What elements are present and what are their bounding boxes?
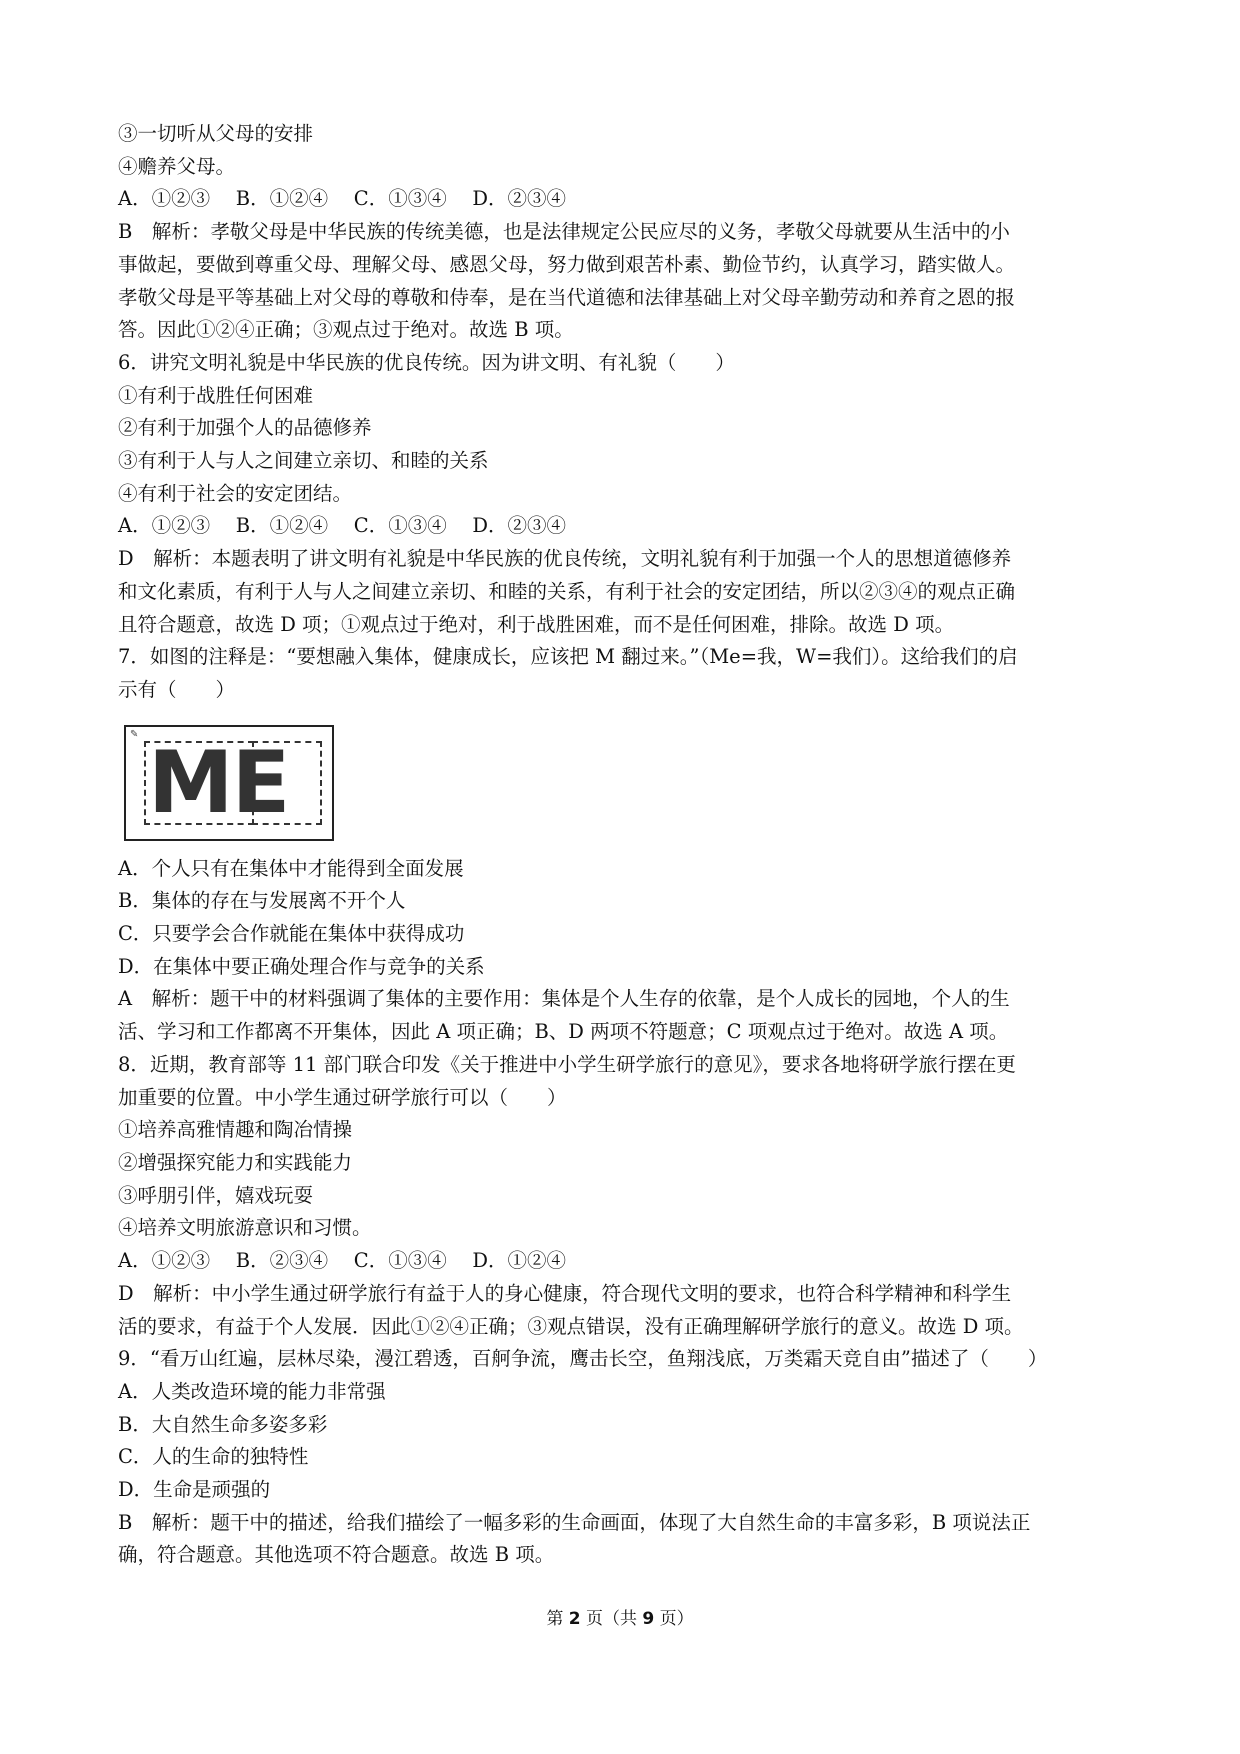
- text-line: ②增强探究能力和实践能力: [118, 1150, 353, 1174]
- me-figure: [124, 725, 334, 841]
- footer-middle: 页（共: [586, 1609, 637, 1629]
- footer-suffix: 页）: [659, 1609, 694, 1629]
- document-body: [118, 118, 1138, 1572]
- text-line: B 解析：孝敬父母是中华民族的传统美德，也是法律规定公民应尽的义务，孝敬父母就要从生活中的小: [118, 220, 1010, 244]
- text-block-1: [118, 118, 1138, 707]
- text-line: ④有利于社会的安定团结。: [118, 481, 353, 505]
- text-line: 孝敬父母是平等基础上对父母的尊敬和侍奉，是在当代道德和法律基础上对父母辛勤劳动和养育之恩的报: [118, 285, 1016, 309]
- text-line: A．①②③ B．②③④ C．①③④ D．①②④: [118, 1249, 567, 1273]
- footer-prefix: 第: [546, 1609, 564, 1629]
- text-line: 事做起，要做到尊重父母、理解父母、感恩父母，努力做到艰苦朴素、勤俭节约，认真学习，踏实做人。: [118, 252, 1016, 276]
- text-line: C．人的生命的独特性: [118, 1445, 309, 1469]
- text-line: A 解析：题干中的材料强调了集体的主要作用：集体是个人生存的依靠，是个人成长的园地，个人的生: [118, 987, 1010, 1011]
- footer-total-pages: 9: [642, 1609, 655, 1629]
- text-line: 和文化素质，有利于人与人之间建立亲切、和睦的关系，有利于社会的安定团结，所以②③④的观点正确: [118, 579, 1016, 603]
- me-word: ME: [148, 732, 289, 833]
- text-line: A．人类改造环境的能力非常强: [118, 1379, 386, 1403]
- text-line: C．只要学会合作就能在集体中获得成功: [118, 922, 465, 946]
- text-line: ②有利于加强个人的品德修养: [118, 416, 372, 440]
- pencil-icon: ✎: [130, 728, 139, 740]
- text-line: D．生命是顽强的: [118, 1478, 271, 1502]
- text-line: ④赡养父母。: [118, 154, 236, 178]
- text-line: ③呼朋引伴，嬉戏玩耍: [118, 1183, 314, 1207]
- text-block-2: [118, 853, 1138, 1572]
- text-line: 6．讲究文明礼貌是中华民族的优良传统。因为讲文明、有礼貌（ ）: [118, 350, 735, 374]
- text-line: 示有（ ）: [118, 677, 236, 701]
- text-line: ③有利于人与人之间建立亲切、和睦的关系: [118, 449, 489, 473]
- text-line: ③一切听从父母的安排: [118, 122, 314, 145]
- text-line: A．个人只有在集体中才能得到全面发展: [118, 856, 464, 880]
- text-line: B 解析：题干中的描述，给我们描绘了一幅多彩的生命画面，体现了大自然生命的丰富多彩，B 项说法正: [118, 1510, 1031, 1534]
- text-line: ①培养高雅情趣和陶冶情操: [118, 1118, 353, 1142]
- text-line: 且符合题意，故选 D 项；①观点过于绝对，利于战胜困难，而不是任何困难，排除。故选 D 项。: [118, 612, 955, 636]
- text-line: A．①②③ B．①②④ C．①③④ D．②③④: [118, 187, 567, 211]
- text-line: 活的要求，有益于个人发展．因此①②④正确；③观点错误，没有正确理解研学旅行的意义。故选 D 项。: [118, 1314, 1024, 1338]
- text-line: ④培养文明旅游意识和习惯。: [118, 1216, 372, 1240]
- text-line: 9．“看万山红遍，层林尽染，漫江碧透，百舸争流，鹰击长空，鱼翔浅底，万类霜天竞自由”描述了（ ）: [118, 1347, 1048, 1371]
- text-line: ①有利于战胜任何困难: [118, 383, 314, 407]
- text-line: 活、学习和工作都离不开集体，因此 A 项正确；B、D 两项不符题意；C 项观点过于绝对。故选 A 项。: [118, 1020, 1009, 1044]
- page-footer: [0, 1604, 1240, 1629]
- text-line: 确，符合题意。其他选项不符合题意。故选 B 项。: [118, 1543, 555, 1567]
- text-line: 8．近期，教育部等 11 部门联合印发《关于推进中小学生研学旅行的意见》，要求各地将研学旅行摆在更: [118, 1052, 1016, 1076]
- text-line: 答。因此①②④正确；③观点过于绝对。故选 B 项。: [118, 318, 574, 342]
- text-line: B．大自然生命多姿多彩: [118, 1412, 328, 1436]
- text-line: D．在集体中要正确处理合作与竞争的关系: [118, 954, 485, 978]
- text-line: 7．如图的注释是：“要想融入集体，健康成长，应该把 M 翻过来。”（Me=我，W=我们）。这给我们的启: [118, 645, 1018, 669]
- text-line: A．①②③ B．①②④ C．①③④ D．②③④: [118, 514, 567, 538]
- text-line: B．集体的存在与发展离不开个人: [118, 889, 406, 913]
- text-line: 加重要的位置。中小学生通过研学旅行可以（ ）: [118, 1085, 567, 1109]
- text-line: D 解析：中小学生通过研学旅行有益于人的身心健康，符合现代文明的要求，也符合科学精神和科学生: [118, 1281, 1012, 1305]
- footer-page-number: 2: [568, 1609, 581, 1629]
- text-line: D 解析：本题表明了讲文明有礼貌是中华民族的优良传统，文明礼貌有利于加强一个人的思想道德修养: [118, 547, 1012, 571]
